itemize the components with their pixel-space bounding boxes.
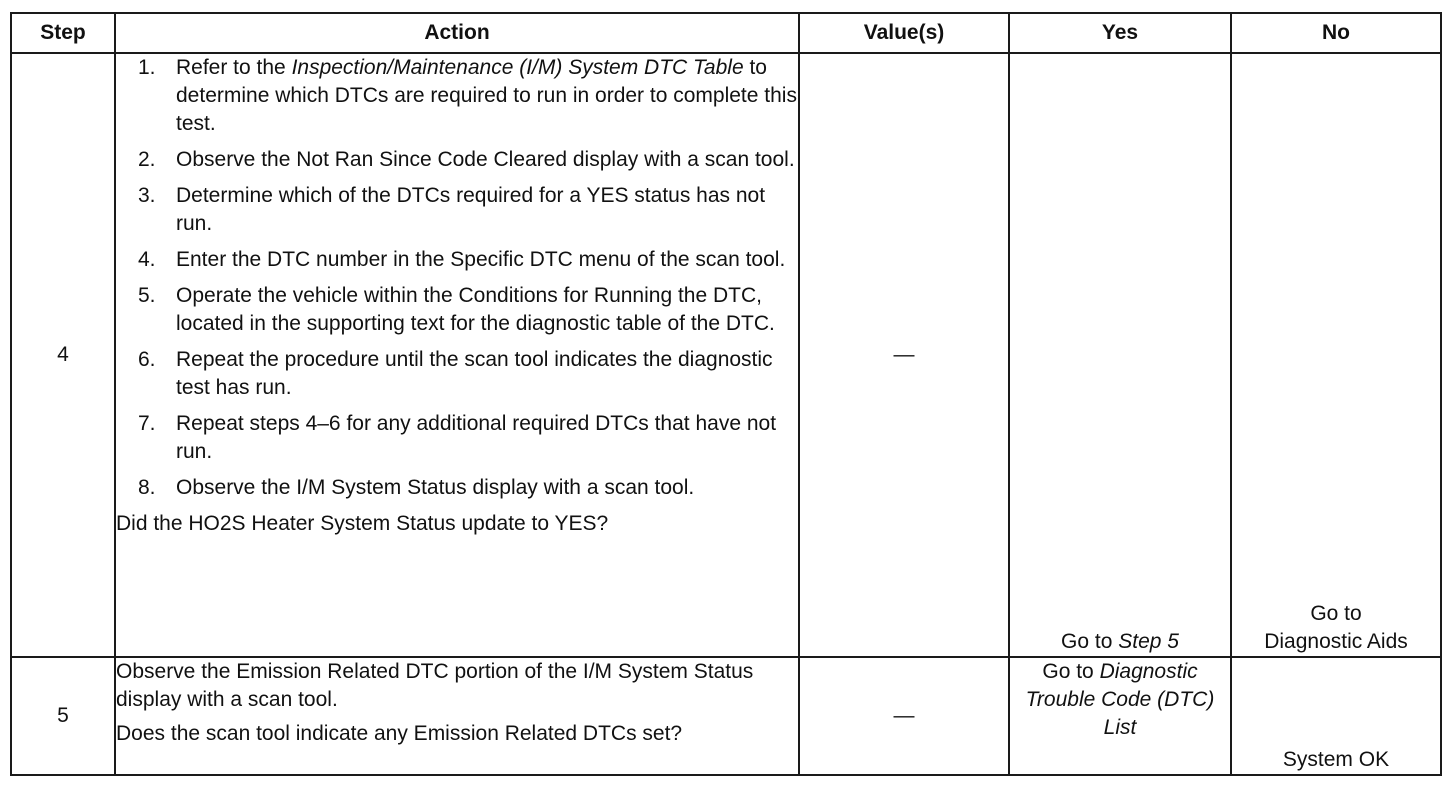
table-row-step-5 <box>11 657 1441 775</box>
list-item-number: 5. <box>138 284 156 307</box>
list-item-text-em: Inspection/Maintenance (I/M) System DTC Table <box>291 56 744 79</box>
no-cell: System OK <box>1231 657 1441 775</box>
list-item-number: 3. <box>138 184 156 207</box>
list-item <box>116 246 798 274</box>
table-row-step-4 <box>11 53 1441 657</box>
list-item <box>116 146 798 174</box>
list-item-text: Repeat steps 4–6 for any additional required DTCs that have not run. <box>176 412 777 463</box>
list-item-number: 1. <box>138 56 156 79</box>
action-text: Observe the Emission Related DTC portion of the I/M System Status display with a scan tool. <box>116 660 754 711</box>
list-item-number: 2. <box>138 148 156 171</box>
list-item-text: Observe the Not Ran Since Code Cleared display with a scan tool. <box>176 148 795 171</box>
list-item <box>116 182 798 238</box>
yes-cell <box>1009 657 1231 775</box>
list-item-text-post: to determine which DTCs are required to run in order to complete this test. <box>176 56 797 135</box>
header-values: Value(s) <box>799 13 1009 53</box>
list-item-number: 6. <box>138 348 156 371</box>
header-step: Step <box>11 13 115 53</box>
step-question: Did the HO2S Heater System Status update to YES? <box>116 512 609 535</box>
list-item-number: 7. <box>138 412 156 435</box>
yes-prefix: Go to <box>1061 630 1119 653</box>
step-number: 5 <box>11 657 115 775</box>
no-cell <box>1231 53 1441 657</box>
step-number: 4 <box>11 53 115 657</box>
step-question: Does the scan tool indicate any Emission Related DTCs set? <box>116 722 683 745</box>
list-item-text: Repeat the procedure until the scan tool indicates the diagnostic test has run. <box>176 348 773 399</box>
header-action: Action <box>115 13 799 53</box>
list-item-text: Operate the vehicle within the Conditions for Running the DTC, located in the supporting text for the diagnostic table of the DTC. <box>176 284 775 335</box>
list-item-text: Determine which of the DTCs required for a YES status has not run. <box>176 184 766 235</box>
list-item <box>116 346 798 402</box>
list-item-number: 8. <box>138 476 156 499</box>
list-item <box>116 474 798 502</box>
list-item-text-pre: Refer to the <box>176 56 292 79</box>
value-cell: — <box>799 657 1009 775</box>
header-no: No <box>1231 13 1441 53</box>
no-line-1: Go to <box>1310 602 1362 625</box>
list-item <box>116 54 798 138</box>
list-item-text: Observe the I/M System Status display with a scan tool. <box>176 476 695 499</box>
header-row <box>11 13 1441 53</box>
action-cell <box>115 53 799 657</box>
list-item-number: 4. <box>138 248 156 271</box>
yes-cell <box>1009 53 1231 657</box>
yes-target: Step 5 <box>1118 630 1179 653</box>
action-cell <box>115 657 799 775</box>
list-item <box>116 410 798 466</box>
list-item-text: Enter the DTC number in the Specific DTC menu of the scan tool. <box>176 248 786 271</box>
diagnostic-table <box>10 12 1442 776</box>
list-item <box>116 282 798 338</box>
header-yes: Yes <box>1009 13 1231 53</box>
value-cell: — <box>799 53 1009 657</box>
action-list <box>116 54 798 502</box>
no-line-2: Diagnostic Aids <box>1264 630 1408 653</box>
yes-prefix: Go to <box>1042 660 1100 683</box>
yes-target: Diagnostic Trouble Code (DTC) List <box>1025 660 1215 739</box>
